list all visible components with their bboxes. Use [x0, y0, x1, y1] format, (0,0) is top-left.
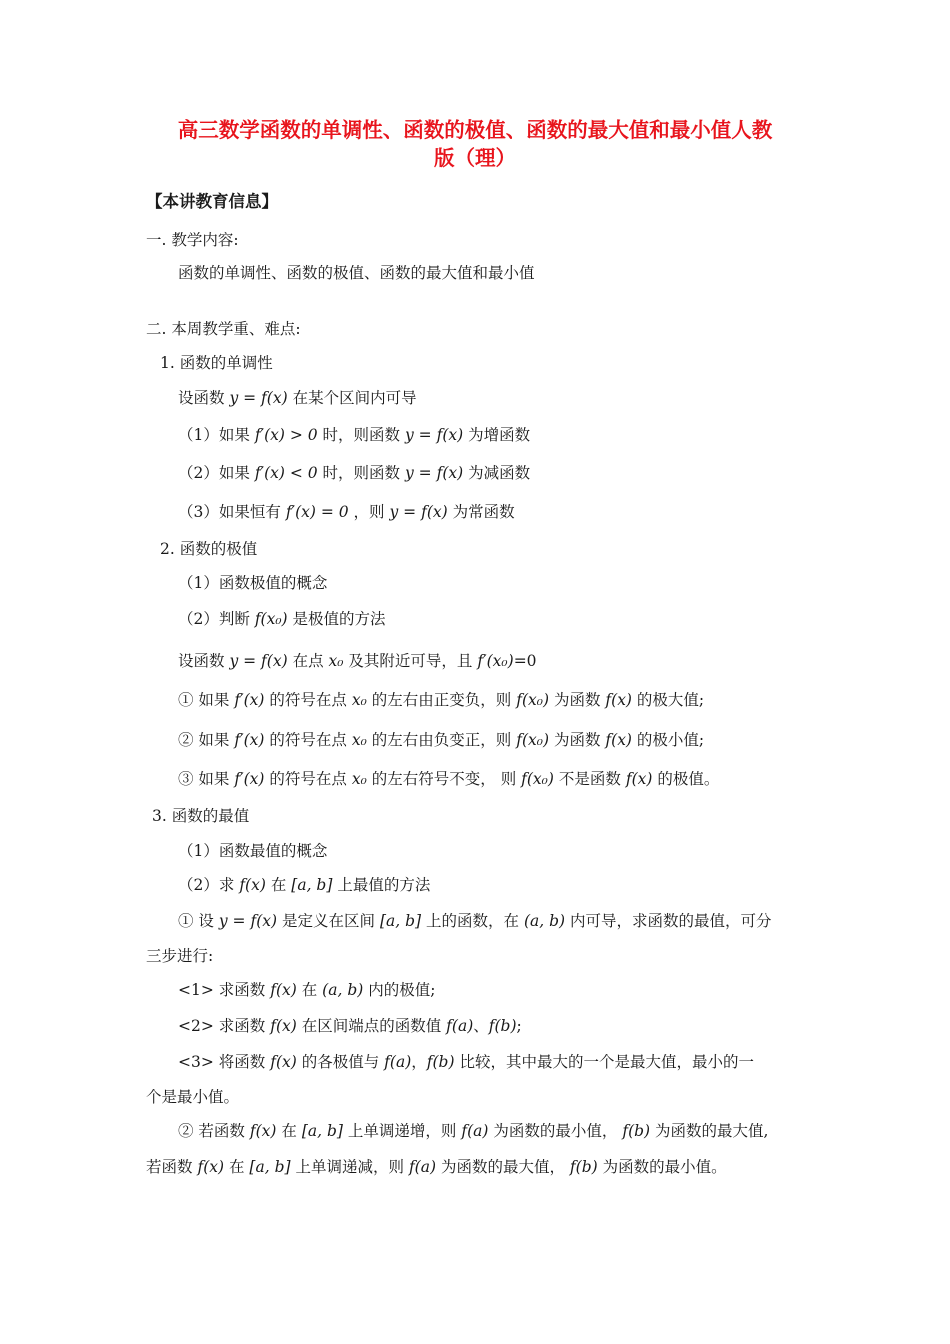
title-line-1: 高三数学函数的单调性、函数的极值、函数的最大值和最小值人教: [177, 118, 773, 142]
math-y-eq-fx: y = f(x): [389, 503, 448, 521]
s1-heading: 1. 函数的单调性: [160, 354, 273, 372]
math-x0: x₀: [328, 652, 344, 670]
s3-point-1: （1）函数最值的概念: [178, 842, 328, 860]
math-fa: f(a): [461, 1122, 489, 1140]
part1-content: 函数的单调性、函数的极值、函数的最大值和最小值: [178, 264, 535, 282]
math-closed-ab: [a, b]: [249, 1158, 291, 1176]
math-fprime-lt0: f′(x) < 0: [254, 464, 318, 482]
math-closed-ab: [a, b]: [301, 1122, 343, 1140]
s3-heading: 3. 函数的最值: [152, 807, 250, 825]
s2-heading: 2. 函数的极值: [160, 540, 258, 558]
math-fx: f(x): [270, 981, 297, 999]
s2-point-2: （2）判断 f(x₀) 是极值的方法: [178, 610, 386, 628]
math-x0: x₀: [351, 731, 367, 749]
s3-point-2: （2）求 f(x) 在 [a, b] 上最值的方法: [178, 876, 431, 894]
math-y-eq-fx: y = f(x): [405, 464, 464, 482]
s3-method-2: ② 若函数 f(x) 在 [a, b] 上单调递增，则 f(a) 为函数的最小值， f(b) 为函数的最大值,: [178, 1122, 769, 1140]
math-fa: f(a): [384, 1053, 412, 1071]
math-y-eq-fx: y = f(x): [405, 426, 464, 444]
math-fprime-x: f′(x): [234, 691, 265, 709]
math-fx: f(x): [270, 1017, 297, 1035]
math-closed-ab: [a, b]: [291, 876, 333, 894]
math-fprime-x0: f′(x₀): [477, 652, 514, 670]
math-closed-ab: [a, b]: [379, 912, 422, 930]
s3-method-2-cont: 若函数 f(x) 在 [a, b] 上单调递减，则 f(a) 为函数的最大值， f(b) 为函数的最小值。: [146, 1158, 727, 1176]
s2-rule-1: ① 如果 f′(x) 的符号在点 x₀ 的左右由正变负，则 f(x₀) 为函数 f(x) 的极大值;: [178, 691, 705, 709]
part2-heading: 二. 本周教学重、难点:: [146, 320, 301, 338]
math-y-eq-fx: y = f(x): [229, 652, 288, 670]
math-fprime-x: f′(x): [234, 770, 265, 788]
math-fb: f(b): [488, 1017, 517, 1035]
math-fa: f(a): [408, 1158, 437, 1176]
part1-heading: 一. 教学内容:: [146, 231, 239, 249]
s3-step-2: <2> 求函数 f(x) 在区间端点的函数值 f(a)、f(b);: [178, 1017, 522, 1035]
math-fx0: f(x₀): [516, 731, 550, 749]
s1-intro: 设函数 y = f(x) 在某个区间内可导: [178, 389, 417, 407]
s2-intro: 设函数 y = f(x) 在点 x₀ 及其附近可导，且 f′(x₀)=0: [178, 652, 537, 670]
math-fx: f(x): [605, 691, 632, 709]
math-fprime-x: f′(x): [234, 731, 265, 749]
s2-point-1: （1）函数极值的概念: [178, 574, 328, 592]
math-fx: f(x): [197, 1158, 225, 1176]
math-open-ab: (a, b): [523, 912, 566, 930]
s3-step-3-cont: 个是最小值。: [146, 1088, 240, 1106]
math-fx: f(x): [270, 1053, 297, 1071]
math-fx: f(x): [625, 770, 653, 788]
math-fb: f(b): [622, 1122, 651, 1140]
math-fx0: f(x₀): [521, 770, 554, 788]
s3-method-1-cont: 三步进行:: [146, 947, 214, 965]
section-header: 【本讲教育信息】: [146, 192, 278, 211]
s1-case-3: （3）如果恒有 f′(x) = 0 ，则 y = f(x) 为常函数: [178, 503, 515, 521]
s1-case-2: （2）如果 f′(x) < 0 时，则函数 y = f(x) 为减函数: [178, 464, 531, 482]
s3-step-3: <3> 将函数 f(x) 的各极值与 f(a)，f(b) 比较，其中最大的一个是最大值，最小的一: [178, 1053, 754, 1071]
math-fa: f(a): [446, 1017, 474, 1035]
s3-method-1: ① 设 y = f(x) 是定义在区间 [a, b] 上的函数，在 (a, b) 内可导，求函数的最值，可分: [178, 912, 772, 930]
s2-rule-3: ③ 如果 f′(x) 的符号在点 x₀ 的左右符号不变， 则 f(x₀) 不是函数 f(x) 的极值。: [178, 770, 720, 788]
s2-rule-2: ② 如果 f′(x) 的符号在点 x₀ 的左右由负变正，则 f(x₀) 为函数 f(x) 的极小值;: [178, 731, 705, 749]
s1-case-1: （1）如果 f′(x) > 0 时，则函数 y = f(x) 为增函数: [178, 426, 531, 444]
math-x0: x₀: [351, 770, 367, 788]
math-fx0: f(x₀): [516, 691, 550, 709]
math-fb: f(b): [426, 1053, 455, 1071]
math-fprime-eq0: f′(x) = 0: [285, 503, 349, 521]
title-line-2: 版（理）: [434, 146, 516, 170]
math-fprime-gt0: f′(x) > 0: [254, 426, 318, 444]
math-fb: f(b): [569, 1158, 598, 1176]
s3-step-1: <1> 求函数 f(x) 在 (a, b) 内的极值;: [178, 981, 436, 999]
math-fx: f(x): [605, 731, 632, 749]
math-y-eq-fx: y = f(x): [229, 389, 288, 407]
math-fx0: f(x₀): [254, 610, 288, 628]
math-x0: x₀: [351, 691, 367, 709]
document-title: [120, 116, 830, 172]
math-fx: f(x): [249, 1122, 277, 1140]
math-fx: f(x): [239, 876, 266, 894]
math-open-ab: (a, b): [322, 981, 364, 999]
math-y-eq-fx: y = f(x): [218, 912, 278, 930]
